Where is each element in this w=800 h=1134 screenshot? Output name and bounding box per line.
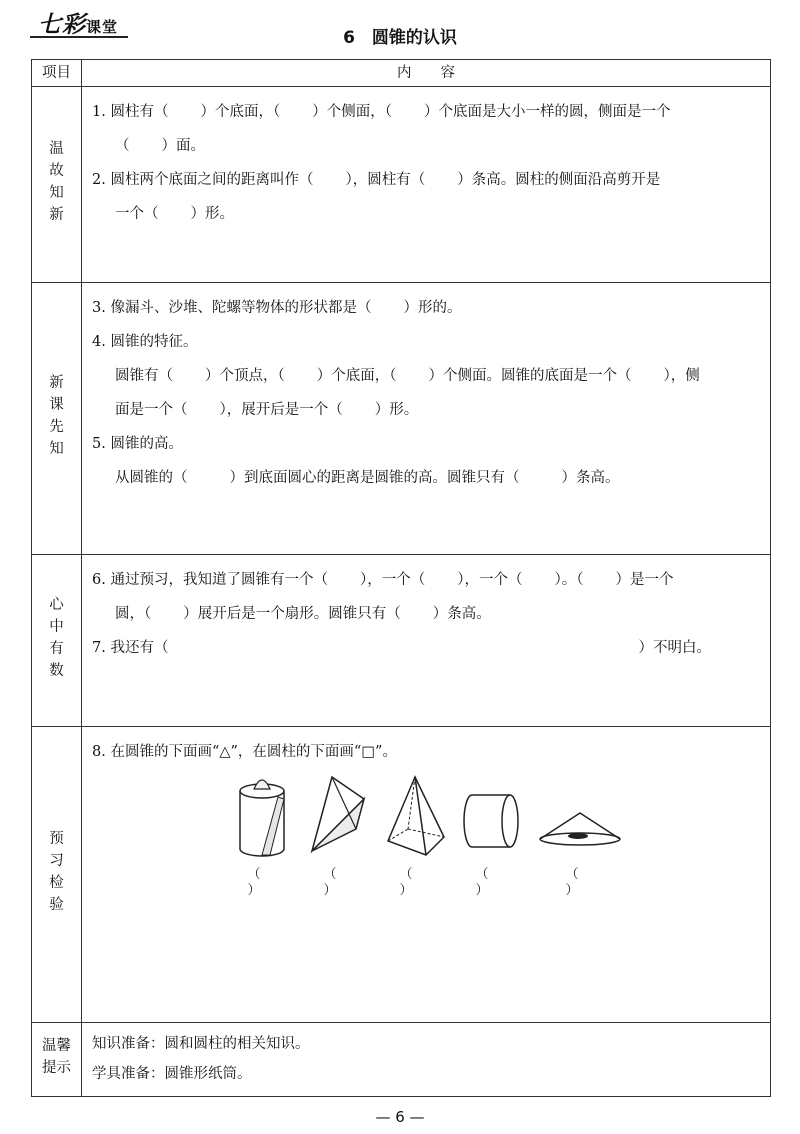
question-3: 3. 像漏斗、沙堆、陀螺等物体的形状都是（ ）形的。 [92,300,462,316]
tip-tools: 学具准备：圆锥形纸筒。 [92,1066,252,1082]
prism-illustration [304,769,370,865]
table-header-row [32,60,771,87]
column-header-item: 项目 [32,60,82,87]
cone-illustration [532,769,628,865]
question-8: 8. 在圆锥的下面画“△”，在圆柱的下面画“□”。 [92,744,397,760]
cylinder-illustration-1 [232,769,292,865]
section-label-self-check: 心中有数 [49,596,64,679]
section-content-review [82,87,771,283]
logo-main-text: 七彩 [38,12,86,38]
section-preview-knowledge [32,283,771,555]
answer-blank-1[interactable]: （ ） [247,867,273,898]
cylinder-illustration-2 [460,769,526,865]
page-title: 6 圆锥的认识 [343,28,457,48]
section-content-preview-test [82,727,771,1023]
shapes-row [92,769,760,899]
section-label-review: 温故知新 [49,140,64,223]
question-2-line-1: 2. 圆柱两个底面之间的距离叫作（ ），圆柱有（ ）条高。圆柱的侧面沿高剪开是 [92,172,661,188]
question-4-line-1: 圆锥有（ ）个顶点，（ ）个底面，（ ）个侧面。圆锥的底面是一个（ ），侧 [115,368,700,384]
answer-blank-2[interactable]: （ ） [323,867,349,898]
logo-sub-text: 课堂 [86,18,119,36]
question-7: 7. 我还有（ ）不明白。 [92,640,711,656]
question-6-line-2: 圆，（ ）展开后是一个扇形。圆锥只有（ ）条高。 [115,606,491,622]
pyramid-illustration [382,769,448,865]
answer-blank-3[interactable]: （ ） [399,867,425,898]
section-review [32,87,771,283]
section-label-tips: 温馨提示 [42,1037,71,1076]
page-number: — 6 — [375,1108,425,1126]
question-5-title: 5. 圆锥的高。 [92,436,183,452]
section-content-self-check [82,555,771,727]
question-2-line-2: 一个（ ）形。 [115,206,234,222]
section-label-preview-test: 预习检验 [49,830,64,913]
question-4-title: 4. 圆锥的特征。 [92,334,198,350]
question-4-line-2: 面是一个（ ），展开后是一个（ ）形。 [115,402,419,418]
question-5-line-1: 从圆锥的（ ）到底面圆心的距离是圆锥的高。圆锥只有（ ）条高。 [115,470,620,486]
section-content-tips [82,1023,771,1097]
answer-blank-4[interactable]: （ ） [475,867,501,898]
section-self-check [32,555,771,727]
section-label-preview-knowledge: 新课先知 [49,374,64,457]
question-6-line-1: 6. 通过预习，我知道了圆锥有一个（ ），一个（ ），一个（ ）。（ ）是一个 [92,572,674,588]
section-content-preview-knowledge [82,283,771,555]
section-preview-test [32,727,771,1023]
question-1-line-2: （ ）面。 [115,138,205,154]
column-header-content: 内 容 [82,60,771,87]
question-1-line-1: 1. 圆柱有（ ）个底面，（ ）个侧面，（ ）个底面是大小一样的圆，侧面是一个 [92,104,671,120]
tip-knowledge: 知识准备：圆和圆柱的相关知识。 [92,1036,310,1052]
worksheet-table [31,59,771,1097]
section-tips [32,1023,771,1097]
answer-blank-5[interactable]: （ ） [565,867,591,898]
